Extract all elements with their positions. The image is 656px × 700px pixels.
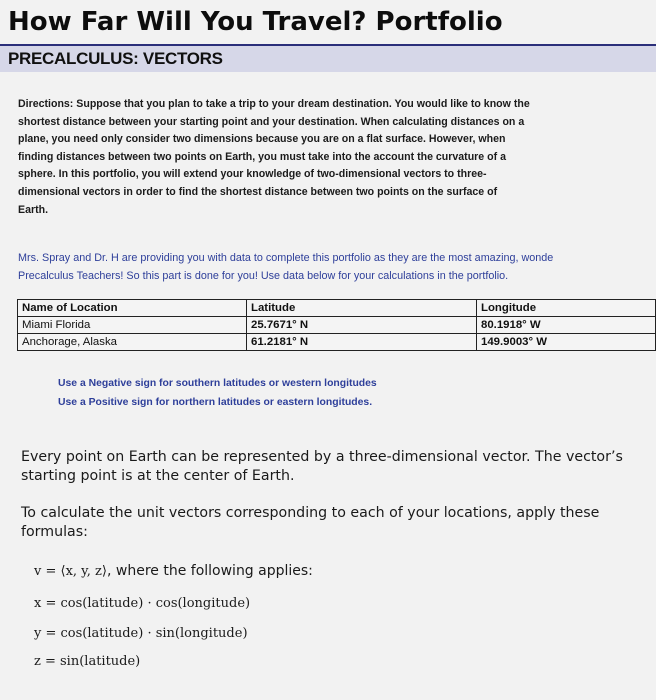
negative-sign-note: Use a Negative sign for southern latitudes or western longitudes — [58, 378, 377, 389]
formula-v-definition: v = ⟨x, y, z⟩ — [34, 564, 107, 579]
location-longitude: 80.1918° W — [477, 317, 656, 334]
directions-text: Suppose that you plan to take a trip to your dream destination. You would like to know the shortest distance between your starting point and your destination. When calculating distances on a plane, you need only consider two dimensions because you are on a flat surface. However, when finding distances between two points on Earth, you must take into the account the curvature of a sphere. In this portfolio, you will extend your knowledge of two-dimensional vectors to three-dimensional vectors in order to find the shortest distance between two points on the surface of Earth. — [18, 98, 530, 216]
location-latitude: 61.2181° N — [247, 334, 477, 351]
location-longitude: 149.9003° W — [477, 334, 656, 351]
formula-v-text: , where the following applies: — [106, 563, 313, 579]
formula-y: y = cos(latitude) · sin(longitude) — [34, 626, 248, 641]
table-header-row — [18, 300, 656, 317]
formula-v — [34, 561, 313, 582]
subtitle: PRECALCULUS: VECTORS — [8, 49, 223, 68]
teacher-note-line-1: Mrs. Spray and Dr. H are providing you with data to complete this portfolio as they are the most amazing, wonde — [18, 252, 554, 264]
locations-table — [17, 299, 656, 351]
directions-label: Directions: — [18, 98, 74, 110]
table-row — [18, 317, 656, 334]
table-row — [18, 334, 656, 351]
paragraph-formulas-intro: To calculate the unit vectors corresponding to each of your locations, apply these formulas: — [21, 505, 600, 540]
subtitle-bar — [0, 44, 656, 72]
directions-block — [18, 96, 530, 219]
paragraph-vectors: Every point on Earth can be represented by a three-dimensional vector. The vector’s starting point is at the center of Earth. — [21, 449, 623, 484]
page-title: How Far Will You Travel? Portfolio — [8, 7, 503, 37]
sign-notes — [58, 374, 377, 412]
location-name: Anchorage, Alaska — [18, 334, 247, 351]
teacher-note — [18, 250, 650, 286]
formula-x: x = cos(latitude) · cos(longitude) — [34, 596, 251, 611]
location-name: Miami Florida — [18, 317, 247, 334]
header-name: Name of Location — [18, 300, 247, 317]
header-latitude: Latitude — [247, 300, 477, 317]
header-longitude: Longitude — [477, 300, 656, 317]
teacher-note-line-2: Precalculus Teachers! So this part is done for you! Use data below for your calculations in the portfolio. — [18, 269, 509, 282]
positive-sign-note: Use a Positive sign for northern latitudes or eastern longitudes. — [58, 397, 373, 408]
formula-z: z = sin(latitude) — [34, 654, 141, 669]
location-latitude: 25.7671° N — [247, 317, 477, 334]
